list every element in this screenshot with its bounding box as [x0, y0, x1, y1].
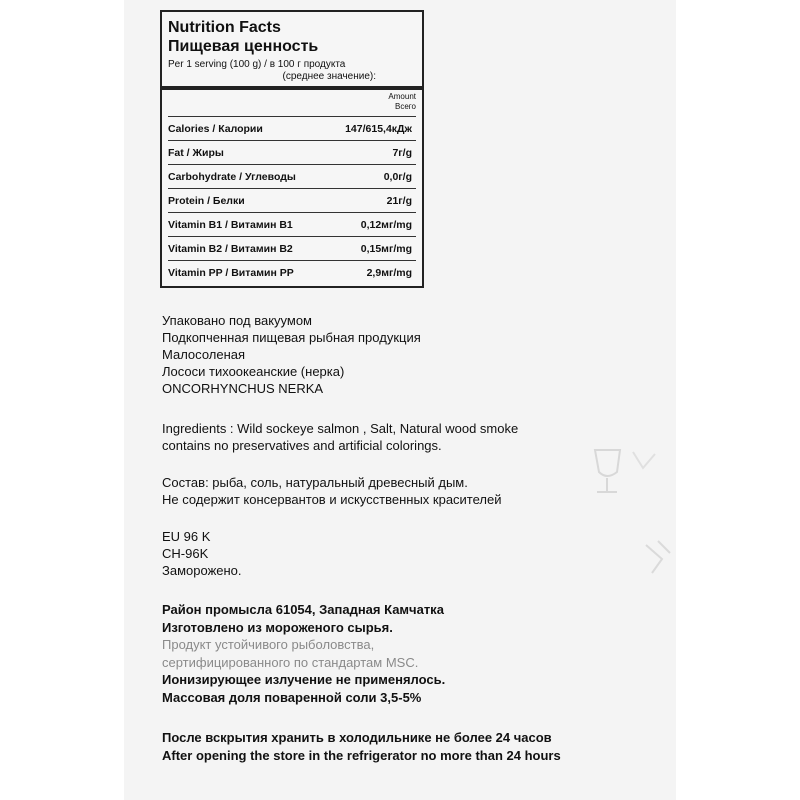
salt-content: Массовая доля поваренной соли 3,5-5%: [162, 689, 422, 705]
storage-en: After opening the store in the refrigerator no more than 24 hours: [162, 748, 561, 763]
nutrient-label: Vitamin B2 / Витамин B2: [168, 242, 293, 255]
origin-block: [162, 601, 445, 706]
fishing-area: Район промысла 61054, Западная Камчатка: [162, 602, 444, 617]
ingredients-en-line2: contains no preservatives and artificial colorings.: [162, 438, 442, 453]
product-line: Подкопченная пищевая рыбная продукция: [162, 330, 421, 345]
raw-material-note: Изготовлено из мороженого сырья.: [162, 619, 393, 635]
eu-code: EU 96 K: [162, 529, 211, 544]
nutrition-row: [168, 116, 416, 140]
storage-block: [162, 729, 561, 765]
storage-ru: После вскрытия хранить в холодильнике не более 24 часов: [162, 730, 552, 745]
irradiation-note: Ионизирующее излучение не применялось.: [162, 672, 446, 687]
nutrient-value: 2,9мг/mg: [366, 266, 412, 279]
ingredients-ru: [162, 474, 502, 508]
codes-block: [162, 528, 242, 579]
amount-header: [168, 90, 416, 116]
nutrient-value: 0,0г/g: [383, 170, 412, 183]
nutrient-label: Fat / Жиры: [168, 146, 224, 159]
ingredients-ru-line1: Состав: рыба, соль, натуральный древесный дым.: [162, 475, 468, 490]
product-line: Лососи тихоокеанские (нерка): [162, 364, 345, 379]
serving-note: (среднее значение):: [282, 71, 376, 82]
amount-en: Amount: [388, 92, 416, 101]
nutrient-value: 147/615,4кДж: [345, 122, 412, 135]
nutrient-label: Calories / Калории: [168, 122, 263, 135]
nutrition-title-en: Nutrition Facts: [168, 19, 281, 36]
nutrition-row: [168, 236, 416, 260]
nutrient-label: Carbohydrate / Углеводы: [168, 170, 296, 183]
nutrient-value: 21г/g: [386, 194, 412, 207]
frozen-note: Заморожено.: [162, 563, 242, 578]
nutrient-label: Vitamin B1 / Витамин B1: [168, 218, 293, 231]
nutrient-value: 0,15мг/mg: [360, 242, 412, 255]
ingredients-en: [162, 420, 518, 454]
amount-ru: Всего: [395, 102, 416, 111]
serving-size: Per 1 serving (100 g) / в 100 г продукта: [168, 59, 346, 70]
nutrient-label: Vitamin PP / Витамин PP: [168, 266, 294, 279]
nutrition-row: [168, 188, 416, 212]
nutrient-label: Protein / Белки: [168, 194, 245, 207]
nutrition-title-ru: Пищевая ценность: [168, 38, 319, 55]
product-description: [162, 312, 421, 397]
ch-code: CH-96K: [162, 546, 209, 561]
nutrition-row: [168, 260, 416, 284]
nutrition-row: [168, 164, 416, 188]
product-line: Малосоленая: [162, 347, 246, 362]
product-line: ONCORHYNCHUS NERKA: [162, 381, 324, 396]
faded-mark-icon: [640, 535, 676, 585]
nutrition-row: [168, 212, 416, 236]
faded-glass-icon: [585, 440, 665, 500]
nutrient-value: 7г/g: [392, 146, 412, 159]
nutrient-value: 0,12мг/mg: [360, 218, 412, 231]
product-line: Упаковано под вакуумом: [162, 313, 312, 328]
ingredients-ru-line2: Не содержит консервантов и искусственных красителей: [162, 492, 502, 507]
ingredients-en-line1: Ingredients : Wild sockeye salmon , Salt, Natural wood smoke: [162, 421, 519, 436]
msc-note-line2: сертифицированного по стандартам MSC.: [162, 654, 419, 670]
nutrition-facts-table: [160, 10, 424, 288]
nutrition-row: [168, 140, 416, 164]
msc-note-line1: Продукт устойчивого рыболовства,: [162, 637, 375, 652]
